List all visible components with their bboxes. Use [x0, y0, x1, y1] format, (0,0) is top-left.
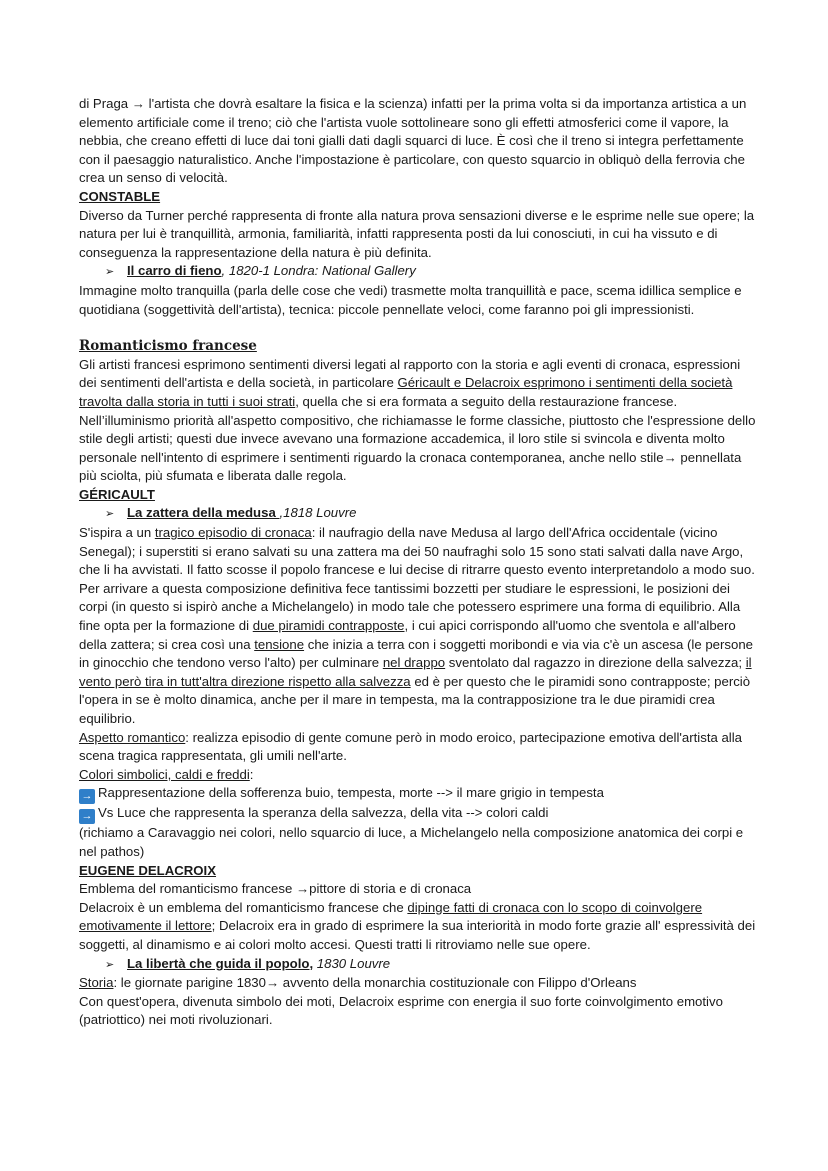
work-title: La libertà che guida il popolo, [127, 955, 314, 971]
gericault-p3: Aspetto romantico: realizza episodio di gente comune però in modo eroico, partecipazione emotiva dell'artista alla scena tragica rappresentata, gli umili nell'arte. [79, 729, 743, 764]
constable-desc: Immagine molto tranquilla (parla delle cose che vedi) trasmette molta tranquillità e pace, scema idillica semplice e quotidiana (soggettività dell'artista), tecnica: piccole pennellate veloci, come faranno poi gli impressionisti. [79, 282, 742, 317]
gericault-p2: Per arrivare a questa composizione definitiva fece tantissimi bozzetti per studiare le espressioni, le posizioni dei corpi (in questo si ispirò anche a Michelangelo) in modo tale che potessero esprimere una forma di equilibrio. Alla fine opta per la formazione di due piramidi contrapposte, i cui apici corrispondo all'uomo che sventola e all'albero della zattera; si crea così una tensione che inizia a terra con i soggetti moribondi e via via c'è un ascesa (le persone in ginocchio che tendono verso l'alto) per culminare nel drappo sventolato dal ragazzo in direzione della salvezza; il vento però tira in tutt'altra direzione rispetto alla salvezza ed è per questo che le piramidi sono contrapposte; perciò l'opera in se è molto dinamica, anche per il mare in tempesta, ma la contrapposizione tra le due piramidi crea equilibrio. [79, 580, 753, 726]
bullet-arrow-icon: ➢ [105, 958, 115, 971]
delacroix-work-item [79, 955, 759, 975]
work-info: , 1820-1 Londra: National Gallery [221, 263, 416, 279]
gericault-p1: S'ispira a un tragico episodio di cronaca: il naufragio della nave Medusa al largo dell'Africa occidentale (vicino Senegal); i superstiti si erano salvati su una zattera ma dei 50 naufraghi solo 15 sono stati salvati dalla nave Argo, che li ha avvistati. Il fatto scosse il popolo francese e lui decise di ritrarre questo evento interpretandolo a modo suo. [79, 525, 755, 578]
work-info: ,1818 Louvre [279, 505, 357, 521]
document-page [79, 95, 759, 1030]
constable-intro: Diverso da Turner perché rappresenta di fronte alla natura prova sensazioni diverse e le esprime nelle sue opere; la natura per lui è tranquillità, armonia, familiarità, infatti rappresenta posti da lui conosciuti, in cui ha vissuto e di conseguenza la rappresentazione della natura è più definita. [79, 207, 755, 260]
bullet-arrow-icon: ➢ [105, 508, 115, 521]
work-title: Il carro di fieno [127, 263, 222, 279]
list-item: → Rappresentazione della sofferenza buio, tempesta, morte --> il mare grigio in tempesta [79, 784, 759, 804]
delacroix-heading: EUGENE DELACROIX [79, 862, 217, 878]
constable-work-item [79, 262, 759, 282]
delacroix-p3: Storia: le giornate parigine 1830→ avvento della monarchia costituzionale con Filippo d'Orleans [79, 975, 637, 991]
romanticismo-heading: Romanticismo francese [79, 338, 257, 355]
work-title: La zattera della medusa [127, 505, 280, 521]
gericault-p4: Colori simbolici, caldi e freddi: [79, 766, 254, 782]
list-item: → Vs Luce che rappresenta la speranza della salvezza, della vita --> colori caldi [79, 804, 759, 824]
bullet-arrow-icon: ➢ [105, 266, 115, 279]
gericault-heading: GÉRICAULT [79, 486, 155, 502]
constable-heading: CONSTABLE [79, 188, 161, 204]
delacroix-p2: Delacroix è un emblema del romanticismo francese che dipinge fatti di cronaca con lo scopo di coinvolgere emotivamente il lettore; Delacroix era in grado di esprimere la sua interiorità in modo forte grazie all' espressività dei soggetti, al dinamismo e ai colori molto accesi. Questi tratti li ritroviamo nelle sue opere. [79, 899, 756, 952]
gericault-work-item [79, 504, 759, 524]
romanticismo-p2: Nell’illuminismo priorità all'aspetto compositivo, che richiamasse le forme classiche, piuttosto che l'espressione dello stile degli artisti; questi due invece avevano una formazione accademica, il loro stile si svincola e diventa molto personale nell'intento di esprimere i sentimenti riguardo la cronaca contemporanea, anche nello stile→ pennellata più sciolta, più sfumata e liberata dalle regola. [79, 412, 756, 484]
work-info: 1830 Louvre [313, 955, 391, 971]
turner-continuation: di Praga → l'artista che dovrà esaltare la fisica e la scienza) infatti per la prima volta si da importanza artistica a un elemento artificiale come il treno; ciò che l'artista vuole sottolineare sono gli effetti atmosferici come il vapore, la nebbia, che creano effetti di luce dai toni gialli dati dagli squarci di luce. È così che il treno si integra perfettamente con il paesaggio naturalistico. Anche l'impostazione è particolare, con questo squarcio in obliquò della ferrovia che crea un senso di velocità. [79, 96, 747, 186]
delacroix-p1: Emblema del romanticismo francese →pittore di storia e di cronaca [79, 881, 472, 897]
romanticismo-p1: Gli artisti francesi esprimono sentimenti diversi legati al rapporto con la storia e agli eventi di cronaca, espressioni dei sentimenti dell'artista e della società, in particolare Géricault e Delacroix esprimono i sentimenti della società travolta dalla storia in tutti i suoi strati, quella che si era formata a seguito della restaurazione francese. [79, 356, 741, 409]
delacroix-p4: Con quest'opera, divenuta simbolo dei moti, Delacroix esprime con energia il suo forte coinvolgimento emotivo (patriottico) nei moti rivoluzionari. [79, 993, 723, 1028]
gericault-p5: (richiamo a Caravaggio nei colori, nello squarcio di luce, a Michelangelo nella composizione anatomica dei corpi e nel pathos) [79, 825, 744, 859]
right-arrow-icon: → [79, 809, 95, 824]
right-arrow-icon: → [79, 789, 95, 804]
